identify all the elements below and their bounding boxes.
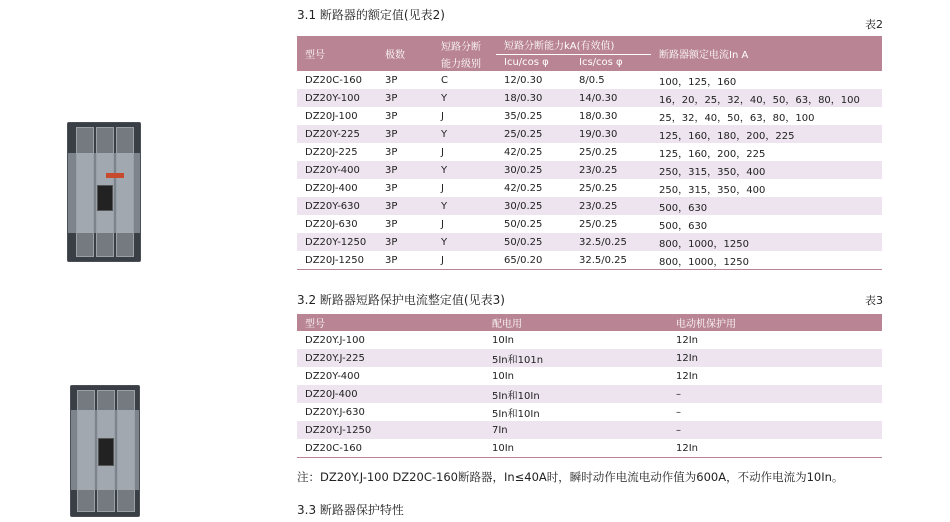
cell-icu: 42/0.25 <box>504 182 543 194</box>
cell-model: DZ20C-160 <box>305 74 362 86</box>
cell-ics: 14/0.30 <box>571 89 651 107</box>
cell-model: DZ20Y.J-1250 <box>297 421 484 439</box>
cell-distribution: 10In <box>484 439 668 458</box>
cell-model: DZ20Y-100 <box>297 89 377 107</box>
cell-rated: 125，160，180，200，225 <box>651 125 882 143</box>
cell-model: DZ20Y-400 <box>297 161 377 179</box>
cell-model: DZ20Y.J-225 <box>297 349 484 367</box>
cell-model: DZ20J-400 <box>305 182 358 194</box>
table-row <box>297 125 882 143</box>
cell-icu: 50/0.25 <box>504 218 543 230</box>
section-title-3-3: 3.3 断路器保护特性 <box>297 503 404 517</box>
cell-motor: 12In <box>668 349 882 367</box>
cell-icu: 50/0.25 <box>496 233 571 251</box>
table-row <box>297 349 882 367</box>
header-poles: 极数 <box>377 36 433 71</box>
cell-ics: 25/0.25 <box>579 146 618 158</box>
cell-model: DZ20Y-400 <box>305 370 360 382</box>
cell-cat: J <box>441 218 444 230</box>
cell-icu: 30/0.25 <box>496 161 571 179</box>
cell-distribution: 5In和10In <box>492 408 540 420</box>
cell-motor: 12In <box>668 439 882 458</box>
cell-ics: 23/0.25 <box>571 161 651 179</box>
table-row <box>297 385 882 403</box>
header-category-l1: 短路分断 <box>433 36 496 54</box>
cell-distribution: 7In <box>484 421 668 439</box>
cell-poles: 3P <box>385 110 398 122</box>
cell-motor: – <box>668 421 882 439</box>
header-distribution: 配电用 <box>484 314 668 331</box>
header-motor-protection: 电动机保护用 <box>668 314 882 331</box>
cell-icu: 35/0.25 <box>504 110 543 122</box>
cell-motor: 12In <box>676 370 699 382</box>
cell-model: DZ20J-630 <box>305 218 358 230</box>
header-ics: Ics/cos φ <box>571 54 651 71</box>
cell-motor: 12In <box>676 334 699 346</box>
cell-rated: 500，630 <box>651 197 882 215</box>
cell-distribution: 10In <box>492 370 515 382</box>
cell-motor: – <box>668 385 882 403</box>
cell-poles: 3P <box>377 251 433 270</box>
header-icu: Icu/cos φ <box>496 54 571 71</box>
cell-ics: 19/0.30 <box>571 125 651 143</box>
cell-ics: 23/0.25 <box>571 197 651 215</box>
table-row <box>297 143 882 161</box>
table-label-3: 表3 <box>865 294 883 307</box>
cell-distribution: 5In和101n <box>484 349 668 367</box>
table-row <box>297 233 882 251</box>
cell-model: DZ20C-160 <box>297 439 484 458</box>
cell-cat: J <box>441 110 444 122</box>
cell-icu: 65/0.20 <box>496 251 571 270</box>
cell-poles: 3P <box>377 233 433 251</box>
table-row <box>297 439 882 458</box>
cell-cat: Y <box>433 89 496 107</box>
breaker-photo-2 <box>70 385 140 517</box>
cell-model: DZ20J-100 <box>305 110 358 122</box>
cell-cat: Y <box>433 161 496 179</box>
cell-ics: 18/0.30 <box>579 110 618 122</box>
table-row <box>297 331 882 349</box>
cell-poles: 3P <box>385 74 398 86</box>
table-row <box>297 179 882 197</box>
header-rated-current: 断路器额定电流In A <box>651 36 882 71</box>
cell-cat: J <box>433 251 496 270</box>
cell-ics: 25/0.25 <box>579 182 618 194</box>
table-row <box>297 161 882 179</box>
table-row <box>297 197 882 215</box>
section-title-3-2: 3.2 断路器短路保护电流整定值(见表3) <box>297 293 505 307</box>
cell-rated: 250，315，350，400 <box>659 184 766 196</box>
header-model: 型号 <box>297 314 484 331</box>
cell-cat: Y <box>433 233 496 251</box>
cell-model: DZ20Y.J-100 <box>305 334 365 346</box>
cell-poles: 3P <box>377 161 433 179</box>
cell-ics: 32.5/0.25 <box>571 233 651 251</box>
protection-current-table <box>297 314 882 458</box>
cell-distribution: 10In <box>492 334 515 346</box>
cell-rated: 100，125，160 <box>659 76 737 88</box>
cell-rated: 125，160，200，225 <box>659 148 766 160</box>
table-row <box>297 71 882 89</box>
table-row <box>297 89 882 107</box>
cell-poles: 3P <box>377 197 433 215</box>
table-label-2: 表2 <box>865 18 883 31</box>
cell-rated: 250，315，350，400 <box>651 161 882 179</box>
cell-motor: – <box>676 406 681 418</box>
cell-model: DZ20J-225 <box>305 146 358 158</box>
header-model: 型号 <box>297 36 377 71</box>
cell-poles: 3P <box>377 125 433 143</box>
cell-model: DZ20Y-1250 <box>297 233 377 251</box>
cell-ics: 8/0.5 <box>579 74 605 86</box>
table-row <box>297 215 882 233</box>
table-row <box>297 251 882 270</box>
cell-cat: Y <box>433 125 496 143</box>
cell-icu: 30/0.25 <box>496 197 571 215</box>
cell-cat: J <box>441 182 444 194</box>
cell-distribution: 5In和10In <box>484 385 668 403</box>
cell-model: DZ20J-400 <box>297 385 484 403</box>
table-row <box>297 107 882 125</box>
cell-rated: 800，1000，1250 <box>651 251 882 270</box>
cell-poles: 3P <box>385 182 398 194</box>
cell-poles: 3P <box>377 89 433 107</box>
breaker-photo-1 <box>67 122 141 262</box>
table-row <box>297 367 882 385</box>
cell-icu: 25/0.25 <box>496 125 571 143</box>
cell-model: DZ20Y-225 <box>297 125 377 143</box>
cell-icu: 42/0.25 <box>504 146 543 158</box>
header-category-l2: 能力级别 <box>433 54 496 71</box>
cell-model: DZ20Y.J-630 <box>305 406 365 418</box>
cell-poles: 3P <box>385 146 398 158</box>
rated-values-table <box>297 36 882 270</box>
cell-rated: 800，1000，1250 <box>651 233 882 251</box>
footnote: 注：DZ20Y.J-100 DZ20C-160断路器，In≤40A时，瞬时动作电流电动作值为600A，不动作电流为10In。 <box>297 470 844 484</box>
cell-rated: 16，20，25，32，40，50，63，80，100 <box>651 89 882 107</box>
cell-icu: 12/0.30 <box>504 74 543 86</box>
table-row <box>297 421 882 439</box>
cell-poles: 3P <box>385 218 398 230</box>
cell-ics: 25/0.25 <box>579 218 618 230</box>
cell-rated: 500，630 <box>659 220 708 232</box>
cell-rated: 25，32，40，50，63，80，100 <box>659 112 815 124</box>
cell-cat: C <box>441 74 448 86</box>
cell-cat: J <box>441 146 444 158</box>
cell-icu: 18/0.30 <box>496 89 571 107</box>
header-capacity: 短路分断能力kA(有效值) <box>496 36 651 54</box>
cell-ics: 32.5/0.25 <box>571 251 651 270</box>
table-row <box>297 403 882 421</box>
section-title-3-1: 3.1 断路器的额定值(见表2) <box>297 8 445 22</box>
cell-model: DZ20Y-630 <box>297 197 377 215</box>
cell-model: DZ20J-1250 <box>297 251 377 270</box>
cell-cat: Y <box>433 197 496 215</box>
